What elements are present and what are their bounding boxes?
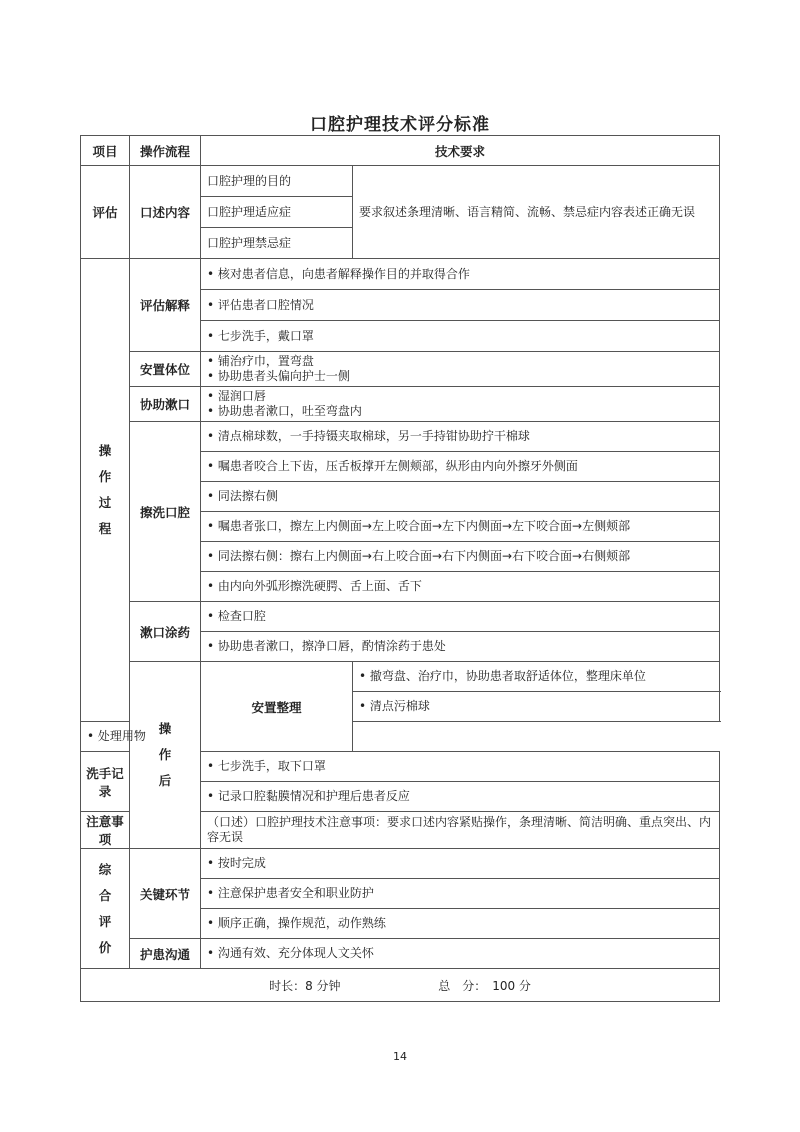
section-after: 操作后 [130,662,201,849]
table-row [81,166,720,197]
process-label: 注意事项 [81,812,130,849]
requirement-item: • 记录口腔黏膜情况和护理后患者反应 [201,782,720,812]
table-row [81,849,720,879]
table-footer-row [81,969,720,1002]
header-requirement: 技术要求 [201,136,720,166]
process-label: 关键环节 [130,849,201,939]
total-score-text: 总 分： 100 分 [438,978,531,993]
requirement-item: • 处理用物 [81,722,201,752]
requirement-item: （口述）口腔护理技术注意事项：要求口述内容紧贴操作，条理清晰、简洁明确、重点突出、内容无误 [201,812,720,849]
table-row [81,939,720,969]
process-label: 护患沟通 [130,939,201,969]
requirement-item: • 协助患者漱口，擦净口唇，酌情涂药于患处 [201,632,720,662]
table-row [81,422,720,452]
process-label: 安置整理 [201,662,353,752]
process-label: 洗手记录 [81,752,130,812]
assessment-point: 口腔护理禁忌症 [201,228,353,259]
process-label: 漱口涂药 [130,602,201,662]
process-label: 擦洗口腔 [130,422,201,602]
requirement-item: • 注意保护患者安全和职业防护 [201,879,720,909]
requirement-item: • 顺序正确，操作规范，动作熟练 [201,909,720,939]
requirement-item: • 七步洗手，戴口罩 [201,321,720,352]
table-row [81,387,720,422]
assessment-requirement: 要求叙述条理清晰、语言精简、流畅、禁忌症内容表述正确无误 [353,166,720,259]
requirement-item: • 铺治疗巾，置弯盘 • 协助患者头偏向护士一侧 [201,352,720,387]
assessment-point: 口腔护理适应症 [201,197,353,228]
table-row [81,722,720,752]
header-process: 操作流程 [130,136,201,166]
page-title: 口腔护理技术评分标准 [310,115,490,135]
requirement-item: • 核对患者信息，向患者解释操作目的并取得合作 [201,259,720,290]
header-item: 项目 [81,136,130,166]
table-row [81,662,720,692]
page-number: 14 [393,1050,407,1063]
requirement-item: • 同法擦右侧：擦右上内侧面→右上咬合面→右下内侧面→右下咬合面→右侧颊部 [201,542,720,572]
requirement-item: • 嘱患者张口，擦左上内侧面→左上咬合面→左下内侧面→左下咬合面→左侧颊部 [201,512,720,542]
table-row [81,259,720,290]
table-header-row [81,136,720,166]
requirement-item: • 评估患者口腔情况 [201,290,720,321]
process-label: 口述内容 [130,166,201,259]
requirement-item: • 检查口腔 [201,602,720,632]
requirement-item: • 湿润口唇 • 协助患者漱口，吐至弯盘内 [201,387,720,422]
requirement-item: • 七步洗手，取下口罩 [201,752,720,782]
section-assessment: 评估 [81,166,130,259]
duration-text: 时长：8 分钟 [269,978,341,993]
requirement-item: • 撤弯盘、治疗巾，协助患者取舒适体位，整理床单位 [353,662,720,692]
requirement-item: • 同法擦右侧 [201,482,720,512]
process-label: 协助漱口 [130,387,201,422]
section-during: 操作过程 [81,259,130,722]
section-overall: 综合评价 [81,849,130,969]
table-row [81,602,720,632]
assessment-point: 口腔护理的目的 [201,166,353,197]
table-row [81,352,720,387]
requirement-item: • 清点棉球数，一手持镊夹取棉球，另一手持钳协助拧干棉球 [201,422,720,452]
scoring-table [80,135,720,1002]
requirement-item: • 按时完成 [201,849,720,879]
process-label: 安置体位 [130,352,201,387]
requirement-item: • 沟通有效、充分体现人文关怀 [201,939,720,969]
footer-cell [81,969,720,1002]
requirement-item: • 由内向外弧形擦洗硬腭、舌上面、舌下 [201,572,720,602]
process-label: 评估解释 [130,259,201,352]
requirement-item: • 清点污棉球 [353,692,720,722]
requirement-item: • 嘱患者咬合上下齿，压舌板撑开左侧颊部，纵形由内向外擦牙外侧面 [201,452,720,482]
